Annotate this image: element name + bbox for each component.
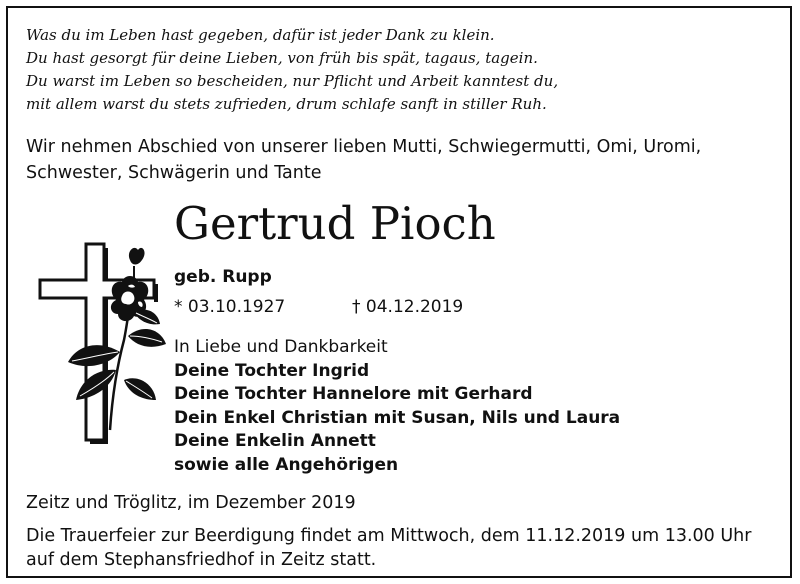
mourner-name: sowie alle Angehörigen [174, 454, 399, 475]
mourner-name: Deine Enkelin Annett [174, 431, 376, 451]
cross-with-rose-icon [38, 240, 168, 450]
obituary-notice [6, 6, 792, 578]
mourner-name: Deine Tochter Ingrid [174, 360, 370, 381]
place-and-date: Zeitz und Tröglitz, im Dezember 2019 [26, 493, 356, 513]
poem [26, 24, 558, 116]
mourner-name: Dein Enkel Christian mit Susan, Nils und Laura [174, 407, 621, 428]
mourners-block [174, 336, 620, 477]
death-date: † 04.12.2019 [352, 297, 464, 317]
deceased-name: Gertrud Pioch [174, 197, 496, 250]
mourners-heading: In Liebe und Dankbarkeit [174, 337, 388, 357]
maiden-name: geb. Rupp [174, 267, 272, 287]
intro-line: Wir nehmen Abschied von unserer lieben Mutti, Schwiegermutti, Omi, Uromi, [26, 137, 702, 157]
birth-date: * 03.10.1927 [174, 297, 286, 317]
farewell-intro [26, 134, 786, 186]
funeral-line: Die Trauerfeier zur Beerdigung findet am Mittwoch, dem 11.12.2019 um 13.00 Uhr [26, 526, 752, 546]
funeral-line: auf dem Stephansfriedhof in Zeitz statt. [26, 550, 377, 570]
funeral-info [26, 524, 796, 572]
mourner-name: Deine Tochter Hannelore mit Gerhard [174, 384, 533, 404]
poem-line: Du warst im Leben so bescheiden, nur Pflicht und Arbeit kanntest du, [26, 72, 559, 90]
intro-line: Schwester, Schwägerin und Tante [26, 163, 322, 183]
poem-line: Was du im Leben hast gegeben, dafür ist jeder Dank zu klein. [26, 26, 495, 44]
poem-line: Du hast gesorgt für deine Lieben, von früh bis spät, tagaus, tagein. [26, 49, 538, 67]
poem-line: mit allem warst du stets zufrieden, drum schlafe sanft in stiller Ruh. [26, 95, 547, 113]
